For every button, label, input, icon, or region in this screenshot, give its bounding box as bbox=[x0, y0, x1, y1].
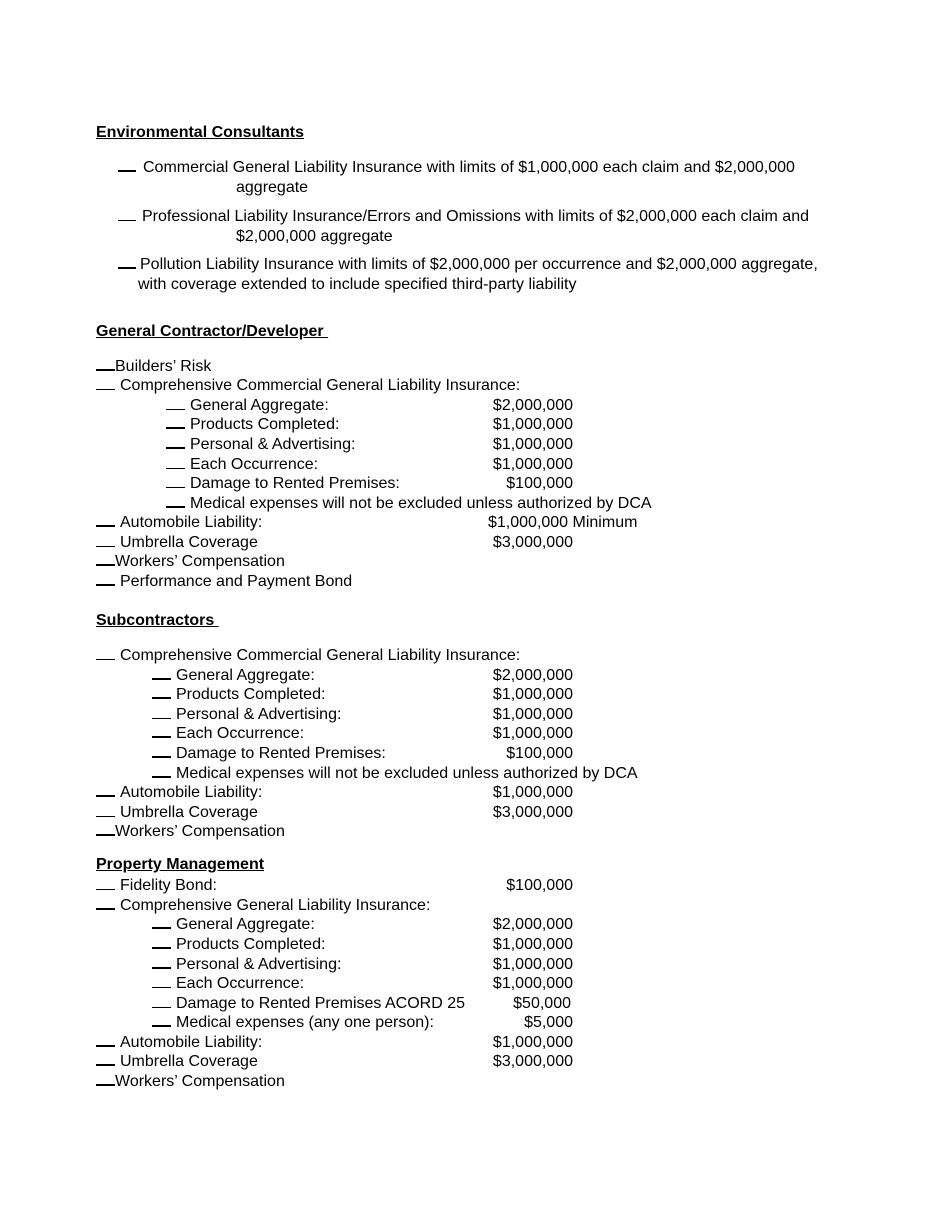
checkbox-blank[interactable] bbox=[152, 697, 171, 699]
gc-automobile: Automobile Liability: bbox=[96, 513, 262, 532]
sub-automobile: Automobile Liability: bbox=[96, 783, 262, 802]
sub-personal-advertising-amount: $1,000,000 bbox=[492, 706, 573, 723]
gc-personal-advertising: Personal & Advertising: bbox=[166, 435, 355, 454]
checkbox-blank[interactable] bbox=[118, 220, 136, 221]
sub-personal-advertising: Personal & Advertising: bbox=[152, 705, 341, 724]
checkbox-blank[interactable] bbox=[118, 267, 136, 269]
gc-each-occurrence-amount: $1,000,000 bbox=[492, 456, 573, 473]
checkbox-blank[interactable] bbox=[96, 389, 115, 390]
pm-umbrella: Umbrella Coverage bbox=[96, 1052, 258, 1071]
sub-automobile-amount: $1,000,000 bbox=[492, 784, 573, 801]
sub-general-aggregate: General Aggregate: bbox=[152, 666, 315, 685]
pm-damage-rented-amount: $50,000 bbox=[513, 995, 571, 1012]
pm-personal-advertising: Personal & Advertising: bbox=[152, 955, 341, 974]
pm-fidelity: Fidelity Bond: bbox=[96, 876, 217, 895]
gc-builders-risk: Builders’ Risk bbox=[96, 357, 211, 376]
checkbox-blank[interactable] bbox=[166, 487, 185, 488]
checkbox-blank[interactable] bbox=[96, 525, 115, 527]
env-heading: Environmental Consultants bbox=[96, 124, 305, 141]
checkbox-blank[interactable] bbox=[152, 927, 171, 929]
gc-products-completed: Products Completed: bbox=[166, 415, 339, 434]
pm-heading: Property Management bbox=[96, 856, 265, 873]
pm-automobile: Automobile Liability: bbox=[96, 1033, 262, 1052]
sub-general-aggregate-amount: $2,000,000 bbox=[492, 667, 573, 684]
checkbox-blank[interactable] bbox=[152, 756, 171, 758]
checkbox-blank[interactable] bbox=[96, 659, 115, 660]
checkbox-blank[interactable] bbox=[96, 584, 115, 586]
gc-damage-rented: Damage to Rented Premises: bbox=[166, 474, 400, 493]
checkbox-blank[interactable] bbox=[152, 718, 171, 719]
pm-automobile-amount: $1,000,000 bbox=[492, 1034, 573, 1051]
gc-performance-bond: Performance and Payment Bond bbox=[96, 572, 352, 591]
checkbox-blank[interactable] bbox=[96, 1064, 115, 1066]
env-item-text: with coverage extended to include specified third-party liability bbox=[138, 276, 577, 293]
checkbox-blank[interactable] bbox=[118, 170, 136, 172]
pm-products-completed: Products Completed: bbox=[152, 935, 325, 954]
checkbox-blank[interactable] bbox=[96, 908, 115, 910]
sub-umbrella-amount: $3,000,000 bbox=[492, 804, 573, 821]
checkbox-blank[interactable] bbox=[166, 409, 185, 410]
sub-cgl: Comprehensive Commercial General Liability Insurance: bbox=[96, 646, 520, 665]
checkbox-blank[interactable] bbox=[152, 987, 171, 988]
env-item-text: Professional Liability Insurance/Errors and Omissions with limits of $2,000,000 each claim and bbox=[142, 208, 809, 225]
checkbox-blank[interactable] bbox=[152, 967, 171, 969]
env-item-text: Commercial General Liability Insurance with limits of $1,000,000 each claim and $2,000,000 bbox=[143, 159, 795, 176]
sub-workers-comp: Workers’ Compensation bbox=[96, 822, 285, 841]
checkbox-blank[interactable] bbox=[152, 736, 171, 738]
env-item-professional bbox=[118, 207, 854, 247]
checkbox-blank[interactable] bbox=[166, 506, 185, 508]
gc-umbrella: Umbrella Coverage bbox=[96, 533, 258, 552]
env-item-pollution bbox=[118, 255, 858, 295]
gc-personal-advertising-amount: $1,000,000 bbox=[492, 436, 573, 453]
pm-general-aggregate: General Aggregate: bbox=[152, 915, 315, 934]
sub-damage-rented: Damage to Rented Premises: bbox=[152, 744, 386, 763]
pm-personal-advertising-amount: $1,000,000 bbox=[492, 956, 573, 973]
checkbox-blank[interactable] bbox=[152, 947, 171, 949]
pm-umbrella-amount: $3,000,000 bbox=[492, 1053, 573, 1070]
env-item-text: Pollution Liability Insurance with limits of $2,000,000 per occurrence and $2,000,000 aggregate, bbox=[140, 256, 818, 273]
gc-products-completed-amount: $1,000,000 bbox=[492, 416, 573, 433]
pm-general-aggregate-amount: $2,000,000 bbox=[492, 916, 573, 933]
checkbox-blank[interactable] bbox=[96, 816, 115, 817]
checkbox-blank[interactable] bbox=[152, 776, 171, 778]
pm-medical: Medical expenses (any one person): bbox=[152, 1013, 434, 1032]
checkbox-blank[interactable] bbox=[152, 1025, 171, 1027]
gc-medical: Medical expenses will not be excluded unless authorized by DCA bbox=[166, 494, 652, 513]
sub-each-occurrence: Each Occurrence: bbox=[152, 724, 304, 743]
sub-damage-rented-amount: $100,000 bbox=[506, 745, 573, 762]
checkbox-blank[interactable] bbox=[96, 564, 115, 566]
gc-each-occurrence: Each Occurrence: bbox=[166, 455, 318, 474]
sub-each-occurrence-amount: $1,000,000 bbox=[492, 725, 573, 742]
pm-each-occurrence-amount: $1,000,000 bbox=[492, 975, 573, 992]
gc-heading: General Contractor/Developer bbox=[96, 323, 329, 340]
pm-products-completed-amount: $1,000,000 bbox=[492, 936, 573, 953]
env-item-text: $2,000,000 aggregate bbox=[236, 228, 393, 245]
pm-medical-amount: $5,000 bbox=[524, 1014, 573, 1031]
checkbox-blank[interactable] bbox=[152, 678, 171, 680]
sub-medical: Medical expenses will not be excluded unless authorized by DCA bbox=[152, 764, 638, 783]
gc-general-aggregate: General Aggregate: bbox=[166, 396, 329, 415]
env-item-cgl bbox=[118, 158, 854, 198]
gc-general-aggregate-amount: $2,000,000 bbox=[492, 397, 573, 414]
checkbox-blank[interactable] bbox=[96, 795, 115, 797]
gc-umbrella-amount: $3,000,000 bbox=[492, 534, 573, 551]
checkbox-blank[interactable] bbox=[166, 468, 185, 469]
gc-damage-rented-amount: $100,000 bbox=[506, 475, 573, 492]
pm-fidelity-amount: $100,000 bbox=[506, 877, 573, 894]
checkbox-blank[interactable] bbox=[166, 447, 185, 449]
gc-workers-comp: Workers’ Compensation bbox=[96, 552, 285, 571]
gc-automobile-amount: $1,000,000 Minimum bbox=[488, 514, 638, 531]
env-item-text: aggregate bbox=[236, 179, 309, 196]
gc-cgl: Comprehensive Commercial General Liability Insurance: bbox=[96, 376, 520, 395]
pm-damage-rented: Damage to Rented Premises ACORD 25 bbox=[152, 994, 465, 1013]
checkbox-blank[interactable] bbox=[96, 834, 115, 836]
checkbox-blank[interactable] bbox=[96, 369, 115, 371]
sub-products-completed-amount: $1,000,000 bbox=[492, 686, 573, 703]
checkbox-blank[interactable] bbox=[96, 889, 115, 890]
pm-each-occurrence: Each Occurrence: bbox=[152, 974, 304, 993]
sub-products-completed: Products Completed: bbox=[152, 685, 325, 704]
pm-workers-comp: Workers’ Compensation bbox=[96, 1072, 285, 1091]
sub-heading: Subcontractors bbox=[96, 612, 219, 629]
checkbox-blank[interactable] bbox=[152, 1007, 171, 1008]
sub-umbrella: Umbrella Coverage bbox=[96, 803, 258, 822]
checkbox-blank[interactable] bbox=[96, 546, 115, 547]
checkbox-blank[interactable] bbox=[166, 427, 185, 429]
checkbox-blank[interactable] bbox=[96, 1045, 115, 1047]
checkbox-blank[interactable] bbox=[96, 1084, 115, 1086]
pm-cgl: Comprehensive General Liability Insurance: bbox=[96, 896, 430, 915]
